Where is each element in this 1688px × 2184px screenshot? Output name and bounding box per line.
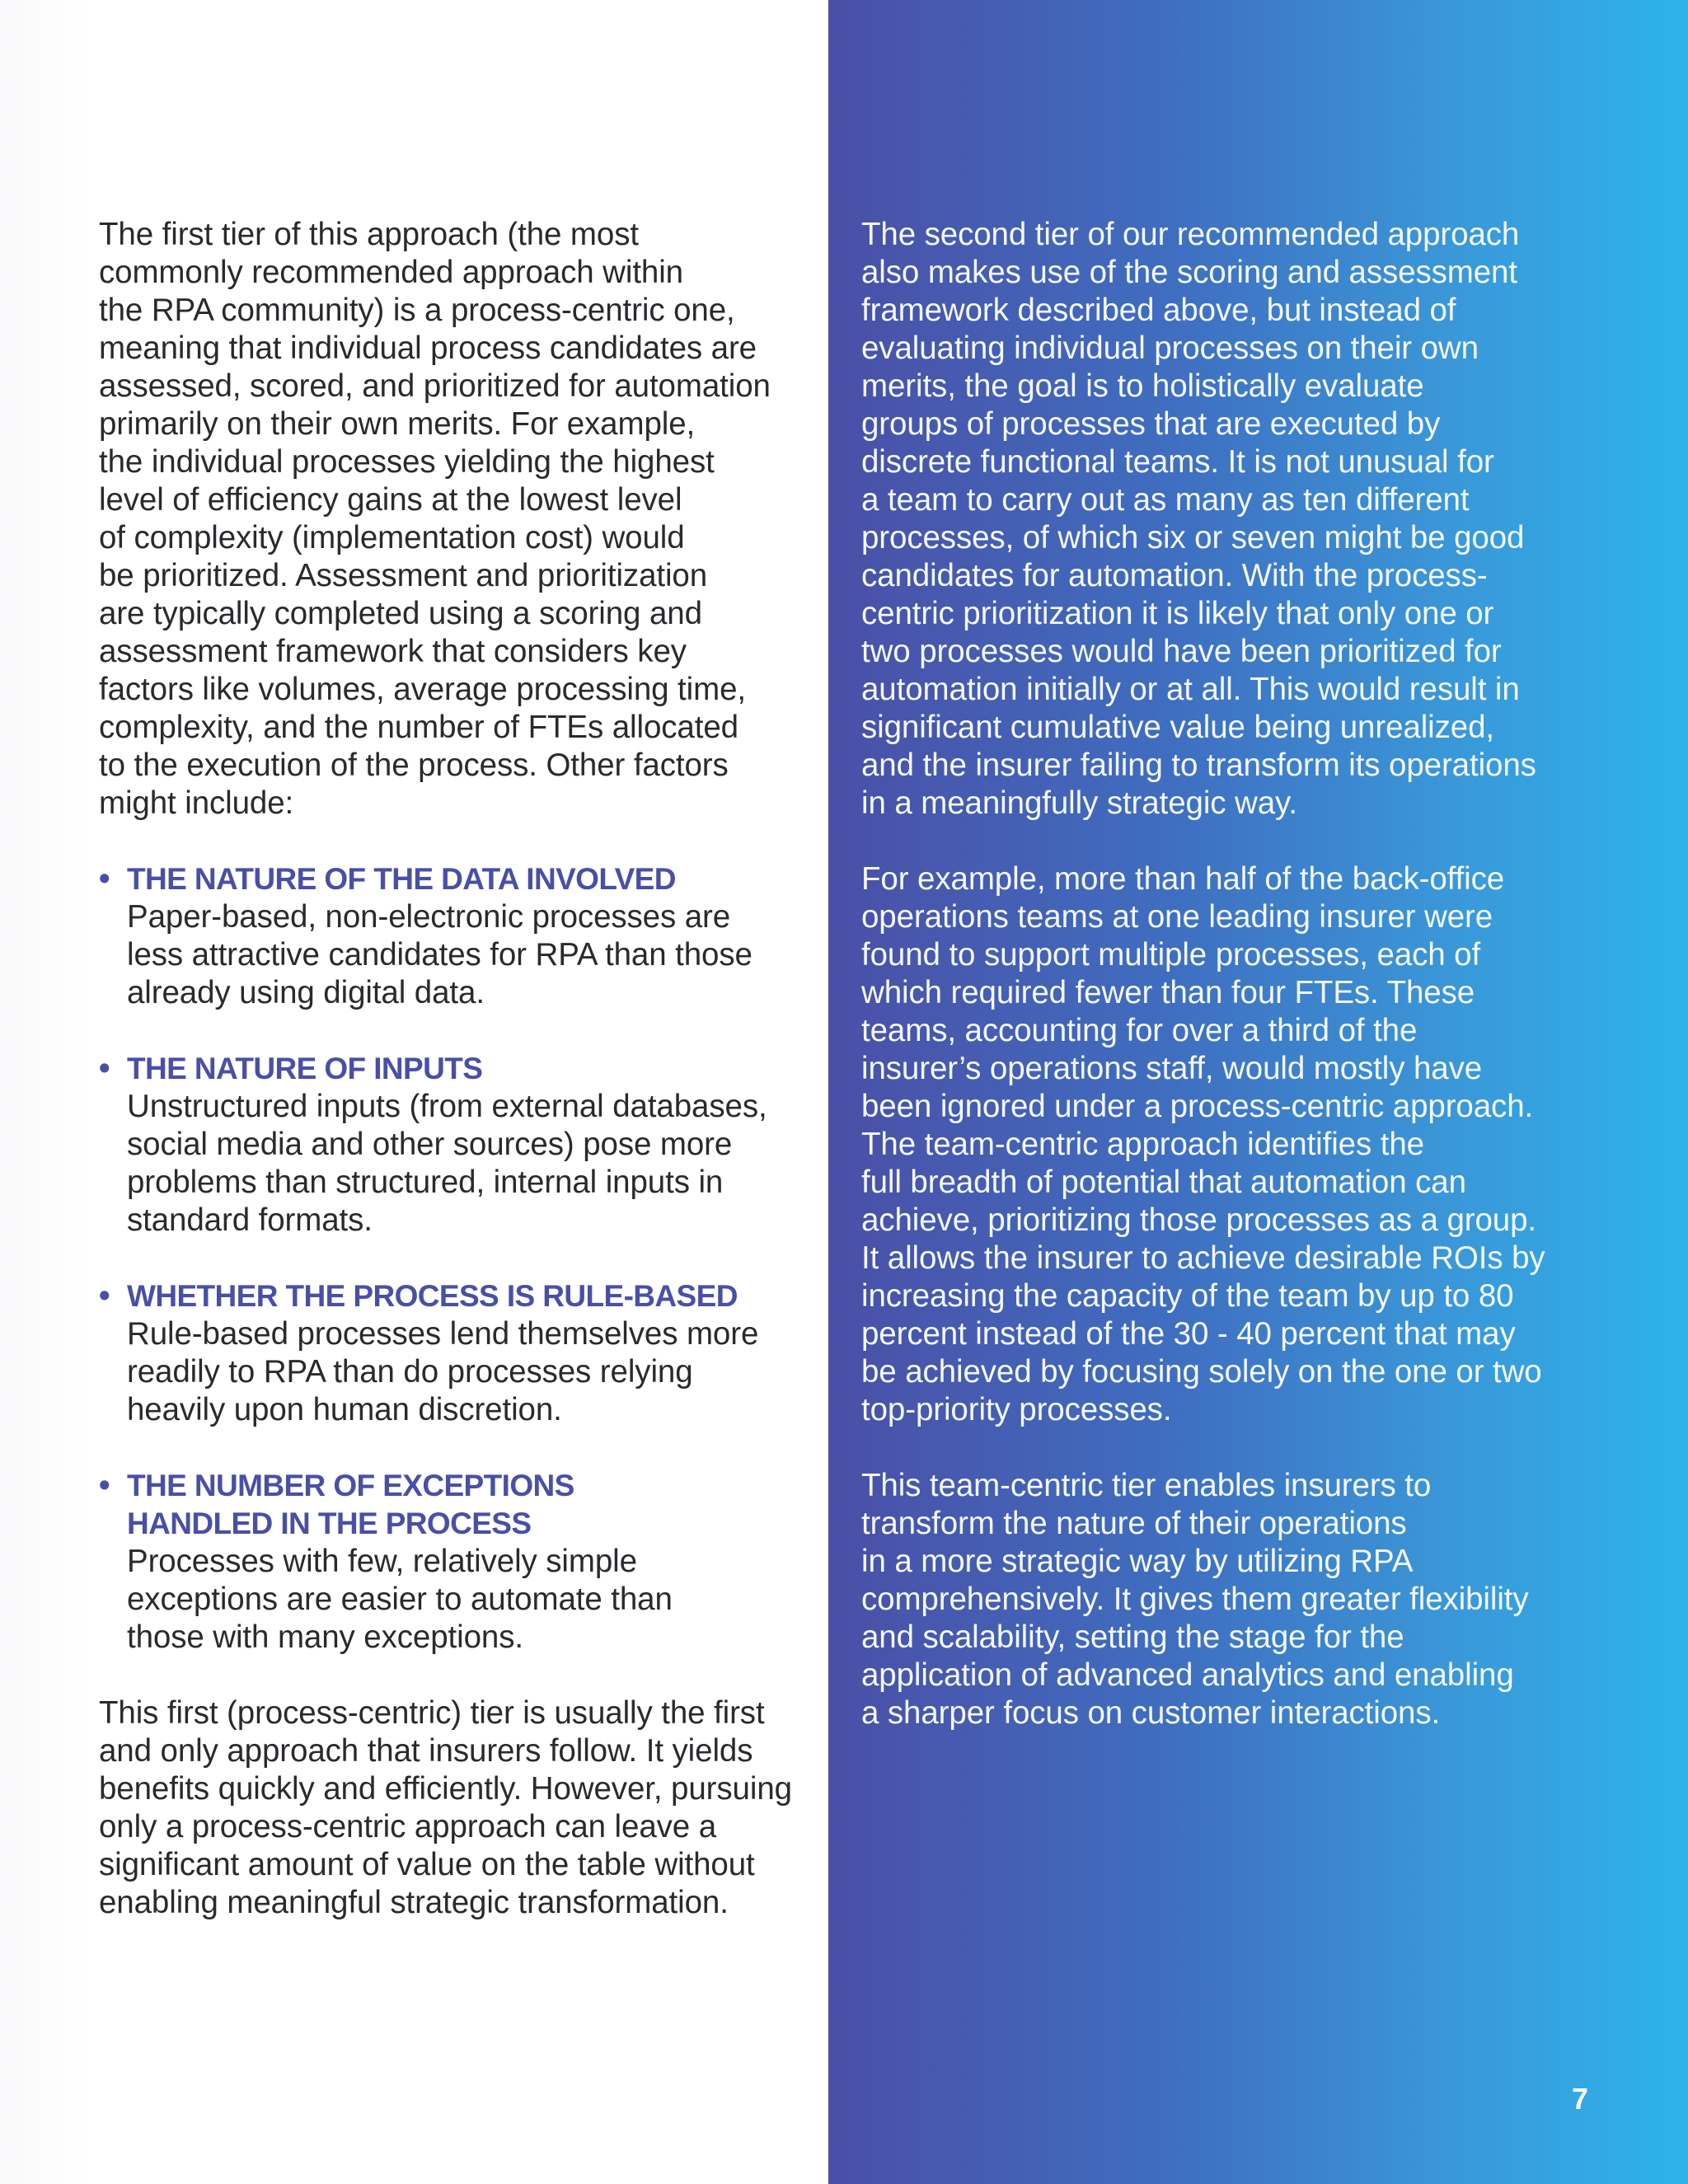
bullet-dot-icon: • xyxy=(99,1278,110,1314)
spacer xyxy=(99,1657,828,1694)
example-paragraph: For example, more than half of the back-office operations teams at one leading insurer were found to support multiple processes, each of which required fewer than four FTEs. These teams, accounting for over a third of the insurer’s operations staff, would mostly have been ignored under a process-centric approach. The team-centric approach identifies the full breadth of potential that automation can achieve, prioritizing those processes as a group. It allows the insurer to achieve desirable ROIs by increasing the capacity of the team by up to 80 percent instead of the 30 - 40 percent that may be achieved by focusing solely on the one or two top-priority processes. xyxy=(861,861,1545,1427)
bullet-item-rule-based xyxy=(99,1277,828,1429)
bullet-heading: THE NUMBER OF EXCEPTIONS HANDLED IN THE PROCESS xyxy=(127,1469,574,1540)
second-tier-paragraph: The second tier of our recommended approach also makes use of the scoring and assessment framework described above, but instead of evaluating individual processes on their own merits, the goal is to holistically evaluate groups of processes that are executed by discrete functional teams. It is not unusual for a team to carry out as many as ten different processes, of which six or seven might be good candidates for automation. With the process- centric prioritization it is likely that only one or two processes would have been prioritized for automation initially or at all. This would result in significant cumulative value being unrealized, and the insurer failing to transform its operations in a meaningfully strategic way. xyxy=(861,217,1536,821)
spacer xyxy=(861,1429,1688,1467)
team-centric-paragraph: This team-centric tier enables insurers to transform the nature of their operations in a more strategic way by utilizing RPA comprehensively. It gives them greater flexibility and scalability, setting the stage for the application of advanced analytics and enabling a sharper focus on customer interactions. xyxy=(861,1468,1529,1731)
closing-paragraph: This first (process-centric) tier is usually the first and only approach that insurers follow. It yields benefits quickly and efficiently. However, pursuing only a process-centric approach can leave a significant amount of value on the table without enabling meaningful strategic transformation. xyxy=(99,1695,792,1920)
bullet-heading: THE NATURE OF THE DATA INVOLVED xyxy=(127,862,676,896)
bullet-body: Paper-based, non-electronic processes are less attractive candidates for RPA than those already using digital data. xyxy=(127,899,753,1010)
bullet-dot-icon: • xyxy=(99,1051,110,1086)
spacer xyxy=(99,1429,828,1467)
bullet-item-data-involved xyxy=(99,860,828,1012)
intro-paragraph: The first tier of this approach (the most commonly recommended approach within the RPA community) is a process-centric one, meaning that individual process candidates are assessed, scored, and prioritized for automation primarily on their own merits. For example, the individual processes yielding the highest level of efficiency gains at the lowest level of complexity (implementation cost) would be prioritized. Assessment and prioritization are typically completed using a scoring and assessment framework that considers key factors like volumes, average processing time, complexity, and the number of FTEs allocated to the execution of the process. Other factors might include: xyxy=(99,217,771,821)
page-number: 7 xyxy=(1571,2082,1588,2116)
spacer xyxy=(99,1012,828,1050)
bullet-body: Processes with few, relatively simple exceptions are easier to automate than those with many exceptions. xyxy=(127,1544,673,1655)
bullet-body: Rule-based processes lend themselves more readily to RPA than do processes relying heavily upon human discretion. xyxy=(127,1316,759,1427)
spacer xyxy=(99,823,828,860)
bullet-dot-icon: • xyxy=(99,1468,110,1503)
bullet-item-inputs xyxy=(99,1050,828,1240)
left-column xyxy=(0,0,828,2184)
spacer xyxy=(861,823,1688,860)
bullet-heading: WHETHER THE PROCESS IS RULE-BASED xyxy=(127,1279,738,1313)
bullet-dot-icon: • xyxy=(99,861,110,897)
right-column xyxy=(828,0,1688,2184)
bullet-item-exceptions xyxy=(99,1467,828,1657)
bullet-body: Unstructured inputs (from external databases, social media and other sources) pose more problems than structured, internal inputs in standard formats. xyxy=(127,1089,767,1238)
spacer xyxy=(99,1240,828,1277)
bullet-heading: THE NATURE OF INPUTS xyxy=(127,1052,483,1085)
